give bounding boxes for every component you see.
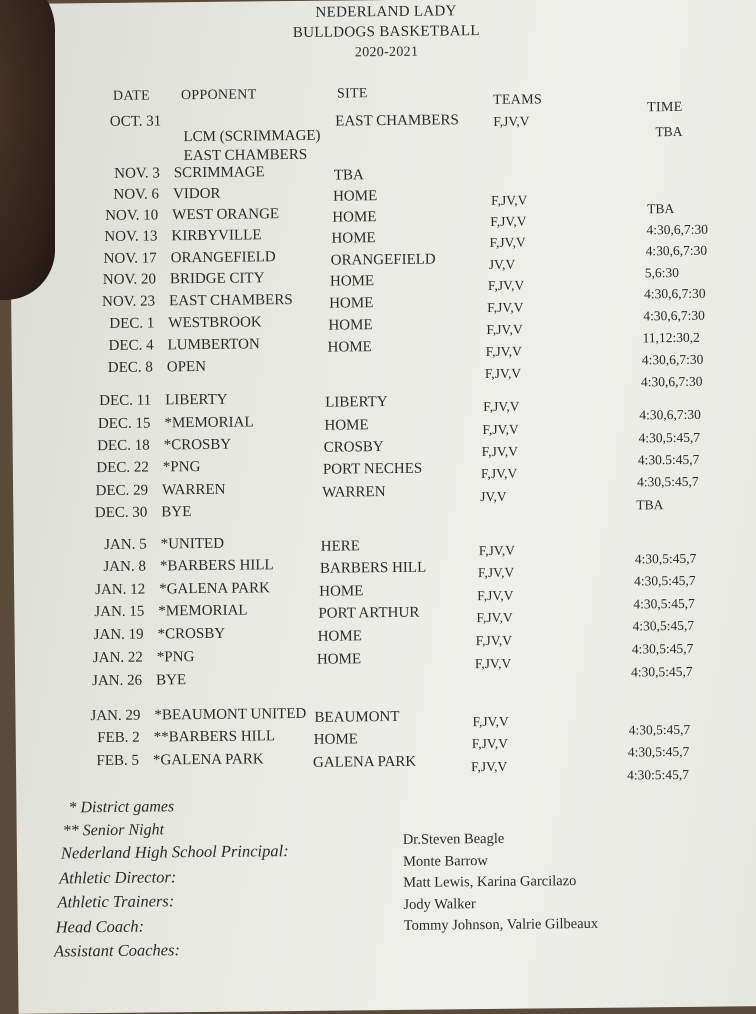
teams-cell: F,JV,V bbox=[470, 758, 508, 775]
col-teams-header: TEAMS bbox=[492, 92, 543, 108]
staff-role: Nederland High School Principal: bbox=[60, 841, 289, 863]
site-cell: PORT NECHES bbox=[322, 460, 423, 478]
opponent-cell: *PNG bbox=[156, 649, 195, 666]
time-cell: 4:30,5:45,7 bbox=[630, 663, 693, 680]
date-cell: JAN. 29 bbox=[90, 707, 141, 725]
time-cell: 5,6:30 bbox=[644, 264, 680, 281]
teams-cell: F,JV,V bbox=[491, 192, 528, 208]
teams-cell: F,JV,V bbox=[487, 277, 525, 293]
site-cell: HOME bbox=[317, 628, 362, 645]
site-cell: HOME bbox=[332, 188, 378, 205]
staff-name: Tommy Johnson, Valrie Gilbeaux bbox=[403, 915, 599, 934]
teams-cell: F,JV,V bbox=[487, 299, 524, 315]
site-cell: CROSBY bbox=[323, 439, 384, 456]
title-line-2: BULLDOGS BASKETBALL bbox=[292, 23, 480, 41]
date-cell: NOV. 10 bbox=[105, 207, 159, 224]
site-cell: HOME bbox=[316, 651, 362, 668]
opponent-cell: LUMBERTON bbox=[167, 336, 260, 354]
date-cell bbox=[80, 148, 160, 149]
time-cell: 4:30,5:45,7 bbox=[633, 595, 695, 612]
opponent-cell: *GALENA PARK bbox=[152, 751, 264, 769]
date-cell: JAN. 26 bbox=[92, 672, 143, 690]
teams-cell: JV,V bbox=[488, 256, 516, 272]
date-cell: JAN. 5 bbox=[104, 536, 147, 554]
schedule-sheet bbox=[8, 0, 756, 1014]
time-cell: 4:30,5:45,7 bbox=[636, 473, 699, 490]
col-site-header: SITE bbox=[336, 86, 368, 102]
teams-cell: F,JV,V bbox=[477, 587, 514, 604]
staff-role: Athletic Trainers: bbox=[57, 891, 175, 912]
time-cell: 4:30,5:45,7 bbox=[632, 617, 695, 634]
teams-cell: F,JV,V bbox=[485, 343, 522, 359]
teams-cell: F,JV,V bbox=[478, 542, 516, 559]
time-cell: 4:30,6,7:30 bbox=[644, 285, 706, 302]
opponent-cell: BYE bbox=[156, 672, 187, 689]
opponent-cell: KIRBYVILLE bbox=[171, 227, 262, 245]
col-date-header: DATE bbox=[112, 88, 151, 104]
staff-name: Matt Lewis, Karina Garcilazo bbox=[403, 873, 577, 891]
time-cell: 4:30,5:45,7 bbox=[638, 429, 701, 446]
staff-name: Monte Barrow bbox=[402, 853, 489, 870]
date-cell: NOV. 3 bbox=[114, 165, 160, 182]
opponent-cell: *BARBERS HILL bbox=[159, 557, 274, 575]
date-cell: FEB. 5 bbox=[96, 752, 140, 770]
teams-cell: F,JV,V bbox=[472, 713, 509, 730]
opponent-cell: VIDOR bbox=[172, 185, 221, 203]
site-cell: HOME bbox=[313, 731, 358, 748]
date-cell: DEC. 8 bbox=[107, 359, 153, 376]
date-cell: NOV. 6 bbox=[113, 186, 160, 203]
col-opponent-header: OPPONENT bbox=[180, 87, 257, 104]
opponent-cell: *MEMORIAL bbox=[158, 602, 248, 620]
time-cell: 4:30,6,7:30 bbox=[643, 307, 705, 324]
opponent-cell: SCRIMMAGE bbox=[173, 164, 265, 182]
time-cell: TBA bbox=[647, 201, 675, 217]
time-cell: 4:30,5:45,7 bbox=[634, 572, 696, 589]
date-cell: DEC. 29 bbox=[95, 482, 149, 500]
teams-cell: F,JV,V bbox=[474, 655, 512, 672]
site-cell: HOME bbox=[327, 339, 372, 356]
opponent-cell: *GALENA PARK bbox=[159, 580, 270, 598]
time-cell: 4:30,5:45,7 bbox=[627, 743, 690, 760]
date-cell: DEC. 4 bbox=[108, 337, 154, 354]
teams-cell: F,JV,V bbox=[493, 113, 530, 129]
opponent-cell: BRIDGE CITY bbox=[169, 270, 265, 288]
date-cell: NOV. 17 bbox=[103, 250, 157, 267]
teams-cell: F,JV,V bbox=[484, 365, 522, 382]
legend-senior-night: ** Senior Night bbox=[62, 821, 165, 840]
site-cell: PORT ARTHUR bbox=[318, 604, 420, 622]
staff-role: Athletic Director: bbox=[59, 867, 177, 888]
date-cell: NOV. 20 bbox=[102, 271, 156, 289]
site-cell: ORANGEFIELD bbox=[330, 251, 436, 269]
opponent-cell: WESTBROOK bbox=[168, 314, 262, 332]
staff-role: Head Coach: bbox=[55, 916, 145, 937]
col-time-header: TIME bbox=[647, 99, 683, 116]
site-cell: HOME bbox=[328, 317, 373, 334]
opponent-cell: *MEMORIAL bbox=[164, 414, 254, 432]
staff-name: Jody Walker bbox=[403, 896, 476, 913]
opponent-cell: *BEAUMONT UNITED bbox=[154, 705, 307, 724]
date-cell: DEC. 22 bbox=[96, 459, 149, 477]
time-cell: 4:30,5:45,7 bbox=[631, 640, 694, 657]
site-cell: BEAUMONT bbox=[314, 708, 400, 726]
date-cell: JAN. 22 bbox=[92, 649, 143, 667]
site-cell: LIBERTY bbox=[325, 394, 388, 411]
teams-cell: F,JV,V bbox=[471, 735, 509, 752]
table-row bbox=[16, 743, 756, 783]
time-cell: 4:30:5:45,7 bbox=[627, 766, 690, 783]
staff-name: Dr.Steven Beagle bbox=[402, 830, 505, 848]
site-cell: WARREN bbox=[322, 484, 386, 501]
opponent-cell: BYE bbox=[161, 504, 192, 521]
opponent-cell: LCM (SCRIMMAGE) bbox=[183, 127, 321, 146]
season: 2020-2021 bbox=[354, 44, 419, 61]
date-cell bbox=[80, 129, 160, 130]
site-cell: EAST CHAMBERS bbox=[335, 112, 459, 130]
time-cell: 4:30,6,7:30 bbox=[645, 242, 708, 259]
opponent-cell: *PNG bbox=[162, 458, 201, 476]
site-cell: HOME bbox=[324, 417, 369, 434]
opponent-cell: ORANGEFIELD bbox=[170, 249, 276, 267]
date-cell: JAN. 15 bbox=[94, 603, 145, 621]
teams-cell: F,JV,V bbox=[490, 213, 527, 229]
opponent-cell: *UNITED bbox=[160, 535, 225, 553]
date-cell: JAN. 12 bbox=[95, 581, 146, 599]
opponent-cell: *CROSBY bbox=[157, 625, 226, 643]
teams-cell: F,JV,V bbox=[477, 564, 515, 581]
time-cell: 11,12:30,2 bbox=[642, 329, 700, 346]
teams-cell: F,JV,V bbox=[486, 321, 523, 337]
date-cell: DEC. 30 bbox=[94, 504, 148, 522]
teams-cell: F,JV,V bbox=[480, 465, 518, 482]
opponent-cell: WARREN bbox=[162, 481, 226, 499]
date-cell: JAN. 8 bbox=[103, 558, 147, 576]
site-cell: TBA bbox=[333, 167, 364, 184]
teams-cell: F,JV,V bbox=[476, 609, 513, 626]
site-cell: HOME bbox=[329, 295, 374, 312]
time-cell: 4:30,6,7:30 bbox=[639, 406, 701, 423]
teams-cell: F,JV,V bbox=[483, 398, 520, 415]
date-cell: DEC. 15 bbox=[97, 415, 151, 433]
time-cell: TBA bbox=[655, 123, 683, 140]
opponent-cell: WEST ORANGE bbox=[172, 206, 280, 224]
site-cell: HERE bbox=[320, 538, 360, 555]
site-cell: HOME bbox=[332, 209, 377, 226]
teams-cell: F,JV,V bbox=[481, 443, 519, 460]
date-cell: DEC. 11 bbox=[99, 392, 152, 410]
site-cell: GALENA PARK bbox=[312, 753, 417, 771]
opponent-cell: OPEN bbox=[166, 358, 207, 376]
time-cell: TBA bbox=[636, 497, 664, 513]
date-cell: NOV. 23 bbox=[101, 293, 156, 311]
opponent-cell: *CROSBY bbox=[163, 436, 232, 454]
staff-role: Assistant Coaches: bbox=[53, 940, 181, 961]
site-cell: HOME bbox=[331, 230, 376, 247]
time-cell: 4:30,5:45,7 bbox=[628, 721, 691, 738]
teams-cell: F,JV,V bbox=[482, 421, 519, 438]
opponent-cell: LIBERTY bbox=[165, 391, 228, 409]
finger-shadow bbox=[0, 0, 55, 300]
teams-cell: F,JV,V bbox=[489, 234, 526, 250]
time-cell: 4:30,5:45,7 bbox=[634, 550, 697, 567]
site-cell: BARBERS HILL bbox=[319, 559, 427, 577]
time-cell: 4:30,6,7:30 bbox=[640, 373, 703, 390]
time-cell: 4:30,6,7:30 bbox=[646, 221, 709, 238]
time-cell: 4:30,6,7:30 bbox=[641, 351, 704, 368]
date-cell: NOV. 13 bbox=[104, 228, 158, 245]
date-cell: DEC. 18 bbox=[97, 437, 150, 455]
teams-cell: F,JV,V bbox=[475, 632, 512, 649]
legend-district: * District games bbox=[68, 798, 175, 817]
date-cell: FEB. 2 bbox=[97, 729, 140, 747]
date-cell: JAN. 19 bbox=[93, 626, 144, 644]
opponent-cell: EAST CHAMBERS bbox=[183, 146, 308, 165]
site-cell: HOME bbox=[329, 273, 375, 290]
opponent-cell: **BARBERS HILL bbox=[153, 728, 276, 746]
time-cell: 4:30.5:45,7 bbox=[637, 451, 700, 468]
teams-cell: JV,V bbox=[480, 488, 507, 505]
opponent-cell: EAST CHAMBERS bbox=[169, 292, 293, 310]
site-cell: HOME bbox=[319, 583, 364, 600]
title-line-1: NEDERLAND LADY bbox=[315, 3, 457, 21]
date-cell: DEC. 1 bbox=[109, 315, 155, 332]
date-cell: OCT. 31 bbox=[109, 113, 162, 130]
